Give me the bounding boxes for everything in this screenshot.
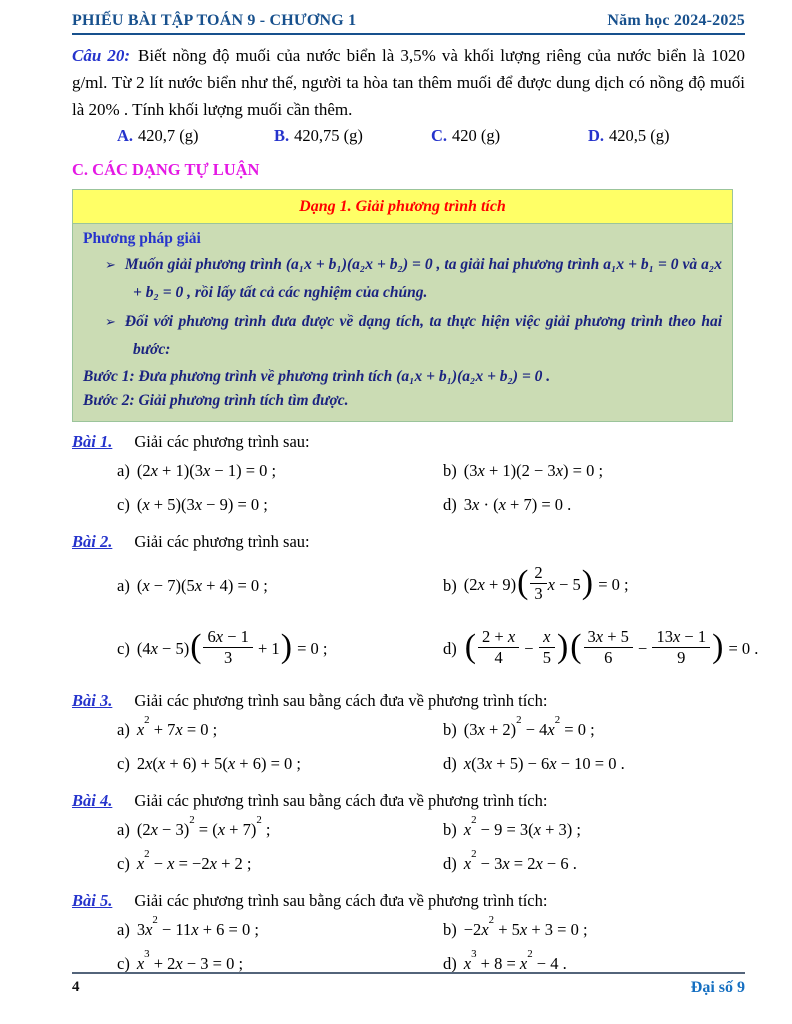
exercise-item	[443, 813, 745, 840]
item-tag: a)	[117, 720, 130, 740]
footer-subject: Đại số 9	[690, 979, 745, 996]
exercise-item	[117, 754, 443, 774]
item-tag: d)	[443, 954, 457, 974]
answer-options	[72, 126, 745, 146]
option-c	[431, 126, 588, 146]
option-a	[117, 126, 274, 146]
item-tag: a)	[117, 460, 130, 480]
dang1-box	[72, 189, 733, 422]
exercise-item	[117, 495, 443, 515]
dang1-title: Dạng 1. Giải phương trình tích	[73, 190, 732, 224]
item-equation: $3x^2 - 11x + 6 = 0$ ;	[136, 913, 259, 940]
item-tag: b)	[443, 460, 457, 480]
item-equation: $(3x + 2)^2 - 4x^2 = 0$ ;	[463, 713, 595, 740]
arrow-bullet-icon: ➢	[105, 257, 116, 273]
exercise-item	[117, 461, 443, 481]
exercise-1-head	[72, 432, 745, 452]
exercise-1	[72, 432, 745, 522]
item-tag: c)	[117, 954, 130, 974]
option-d-letter: D.	[588, 125, 605, 145]
item-tag: b)	[443, 920, 457, 940]
exercise-5-label: Bài 5.	[72, 891, 113, 911]
exercise-3-label: Bài 3.	[72, 691, 113, 711]
item-equation: $x^3 + 8 = x^2 - 4$ .	[463, 947, 567, 974]
exercise-item	[443, 562, 758, 606]
option-d	[588, 126, 745, 146]
option-a-text: 420,7 (g)	[138, 125, 199, 145]
page-number: 4	[72, 979, 80, 995]
exercise-1-prompt: Giải các phương trình sau:	[134, 431, 310, 451]
exercise-3-head	[72, 691, 745, 711]
exercise-5-head	[72, 891, 745, 911]
exercise-item	[117, 847, 443, 874]
option-b-text: 420,75 (g)	[294, 125, 363, 145]
item-tag: c)	[117, 754, 130, 774]
item-equation: (2x + 1)(3x − 1) = 0 ;	[136, 460, 277, 480]
item-equation: $-2x^2 + 5x + 3 = 0$ ;	[463, 913, 588, 940]
item-equation: 2x(x + 6) + 5(x + 6) = 0 ;	[136, 754, 301, 774]
exercise-3-items	[72, 713, 745, 781]
item-tag: b)	[443, 820, 457, 840]
page-header	[72, 12, 745, 35]
item-equation: (4x − 5)( $\frac{6x - 1}{3}$ + 1) = 0 ;	[136, 626, 328, 667]
item-tag: c)	[117, 854, 130, 874]
exercise-2-items	[72, 554, 759, 682]
method-step-2: Bước 2: Giải phương trình tích tìm được.	[83, 391, 349, 409]
method-bullet-2-text: Đối với phương trình đưa được về dạng tích, ta thực hiện việc giải phương trình theo hai bước:	[124, 312, 722, 358]
item-equation: (3x + 1)(2 − 3x) = 0 ;	[463, 460, 604, 480]
arrow-bullet-icon: ➢	[105, 314, 116, 330]
item-equation: x(3x + 5) − 6x − 10 = 0 .	[463, 754, 625, 774]
page-footer	[72, 972, 745, 997]
item-tag: d)	[443, 494, 457, 514]
exercise-2-prompt: Giải các phương trình sau:	[134, 531, 310, 551]
exercise-4-head	[72, 791, 745, 811]
section-c-title: C. CÁC DẠNG TỰ LUẬN	[72, 159, 260, 179]
item-equation: $(2x - 3)^2 = (x + 7)^2$ ;	[136, 813, 271, 840]
method-box	[73, 224, 732, 421]
exercise-1-label: Bài 1.	[72, 431, 113, 451]
exercise-4	[72, 791, 745, 881]
exercise-3	[72, 691, 745, 781]
exercise-3-prompt: Giải các phương trình sau bằng cách đưa về phương trình tích:	[134, 691, 548, 711]
option-b-letter: B.	[274, 125, 290, 145]
item-equation: (x − 7)(5x + 4) = 0 ;	[136, 575, 268, 595]
exercise-item	[443, 847, 745, 874]
item-equation: (2x + 9)( $\frac{2}{3}$ x − 5) = 0 ;	[463, 562, 629, 604]
exercise-2	[72, 531, 759, 682]
option-c-text: 420 (g)	[452, 125, 501, 145]
method-bullet-1	[83, 251, 722, 306]
exercise-4-label: Bài 4.	[72, 791, 113, 811]
exercise-item	[443, 913, 745, 940]
item-tag: b)	[443, 720, 457, 740]
item-tag: d)	[443, 639, 457, 659]
method-bullet-1-text: Muốn giải phương trình (a₁x + b₁)(a₂x + b₂) = 0 , ta giải hai phương trình a₁x + b₁ = 0 và a₂x + b₂ = 0 , rồi lấy tất cả các nghiệm của chúng.	[124, 255, 722, 301]
item-tag: c)	[117, 639, 130, 659]
exercise-5	[72, 891, 745, 981]
option-a-letter: A.	[117, 125, 134, 145]
exercise-2-head	[72, 532, 745, 552]
item-tag: d)	[443, 854, 457, 874]
header-title: PHIẾU BÀI TẬP TOÁN 9 - CHƯƠNG 1	[72, 12, 357, 29]
exercise-2-label: Bài 2.	[72, 531, 113, 551]
exercise-item	[443, 626, 759, 670]
method-title: Phương pháp giải	[83, 229, 201, 247]
exercise-item	[117, 566, 443, 606]
item-tag: a)	[117, 575, 130, 595]
option-b	[274, 126, 431, 146]
exercise-item	[443, 495, 745, 515]
method-step-1: Bước 1: Đưa phương trình về phương trình tích (a₁x + b₁)(a₂x + b₂) = 0 .	[83, 367, 551, 385]
question-20	[72, 43, 745, 124]
exercise-4-prompt: Giải các phương trình sau bằng cách đưa về phương trình tích:	[134, 791, 548, 811]
exercise-item	[117, 913, 443, 940]
item-equation: 3x · (x + 7) = 0 .	[463, 494, 572, 514]
item-tag: d)	[443, 754, 457, 774]
exercise-item	[443, 754, 745, 774]
exercise-4-items	[72, 813, 745, 881]
exercise-item	[117, 813, 443, 840]
item-tag: a)	[117, 920, 130, 940]
exercise-5-prompt: Giải các phương trình sau bằng cách đưa về phương trình tích:	[134, 891, 548, 911]
item-equation: (x + 5)(3x − 9) = 0 ;	[136, 494, 268, 514]
exercise-1-items	[72, 454, 745, 522]
exercise-item	[117, 626, 443, 670]
item-equation: ( $\frac{2 + x}{4}$ − $\frac{x}{5}$ )( $\frac{3x + 5}{6}$ − $\frac{13x - 1}{9}$ ) = 0 .	[464, 626, 759, 667]
question-label: Câu 20:	[72, 46, 131, 65]
item-tag: b)	[443, 575, 457, 595]
exercise-item	[443, 461, 745, 481]
exercise-item	[443, 713, 745, 740]
item-tag: c)	[117, 494, 130, 514]
item-equation: $x^3 + 2x - 3 = 0$ ;	[136, 947, 244, 974]
exercise-item	[117, 713, 443, 740]
item-tag: a)	[117, 820, 130, 840]
item-equation: $x^2 - 9 = 3(x + 3)$ ;	[463, 813, 581, 840]
question-text: Biết nồng độ muối của nước biển là 3,5% và khối lượng riêng của nước biển là 1020 g/ml. Từ 2 lít nước biển như thế, người ta hòa tan thêm muối để được dung dịch có nồng độ muối là 20% . Tính khối lượng muối cần thêm.	[72, 46, 745, 119]
header-year: Năm học 2024-2025	[607, 12, 745, 29]
item-equation: $x^2 + 7x = 0$ ;	[136, 713, 218, 740]
option-d-text: 420,5 (g)	[609, 125, 670, 145]
item-equation: $x^2 - 3x = 2x - 6$ .	[463, 847, 577, 874]
option-c-letter: C.	[431, 125, 448, 145]
method-bullet-2	[83, 308, 722, 363]
item-equation: $x^2 - x = -2x + 2$ ;	[136, 847, 252, 874]
